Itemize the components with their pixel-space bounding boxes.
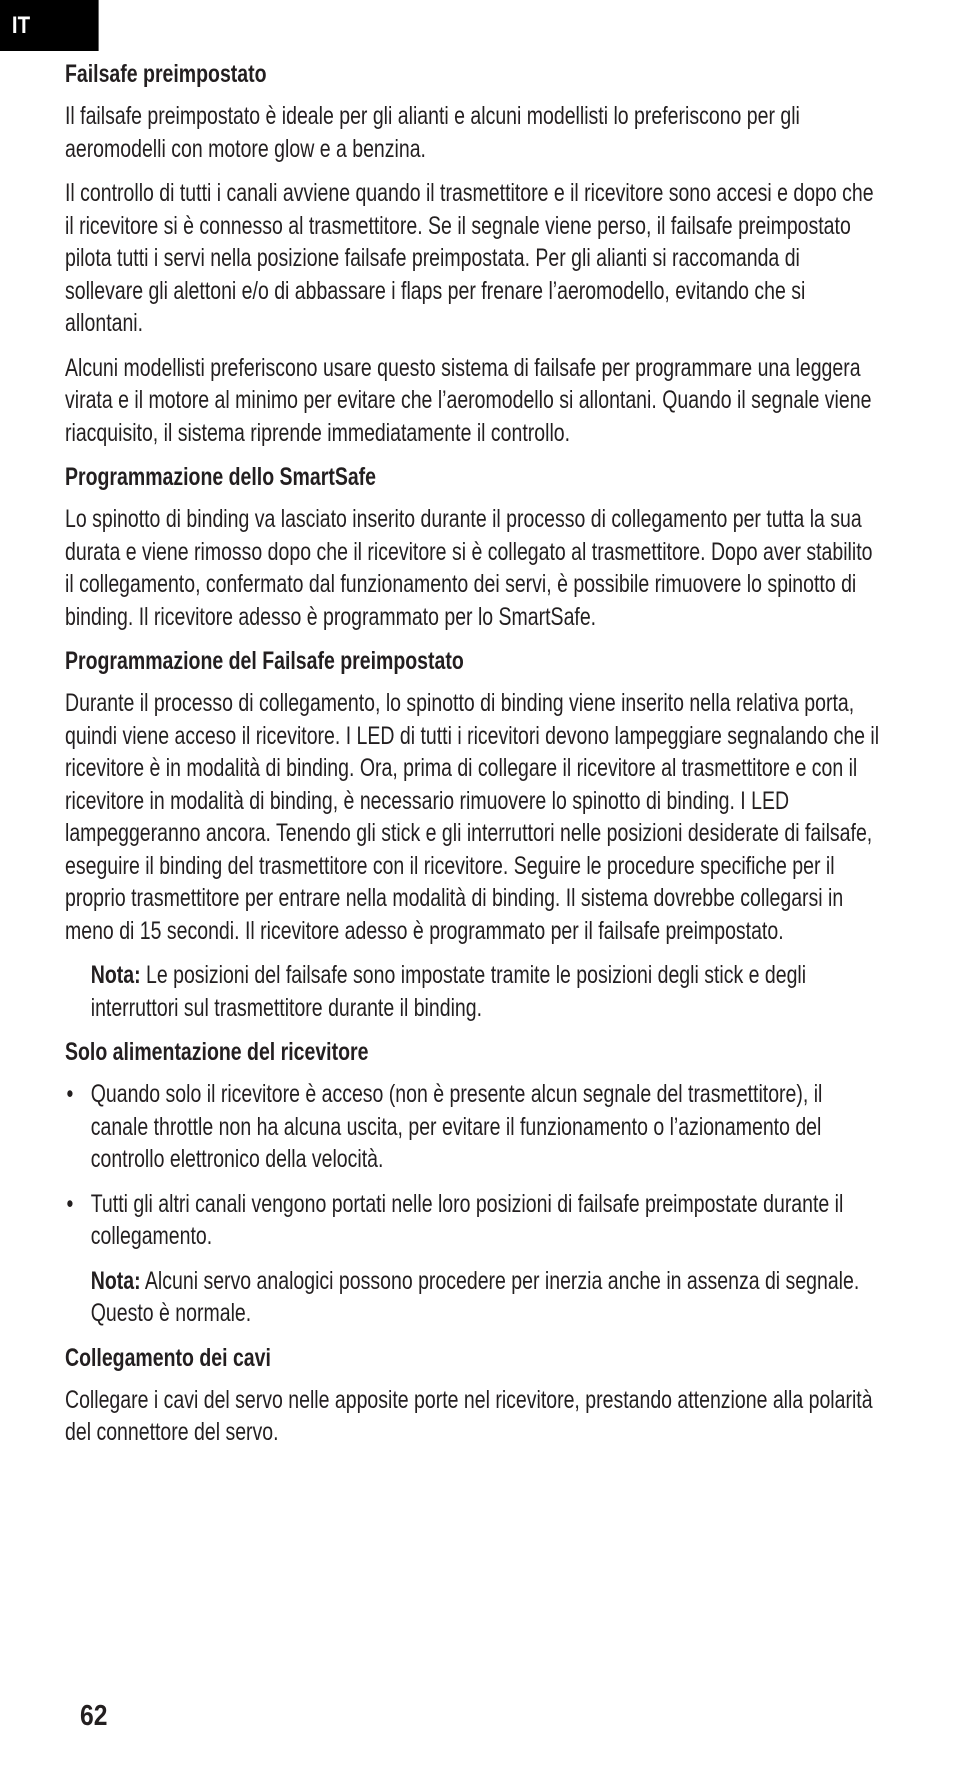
bullet-list (65, 1078, 879, 1253)
paragraph: Lo spinotto di binding va lasciato inserito durante il processo di collegamento per tutta la sua durata e viene rimosso dopo che il ricevitore si è collegato al trasmettitore. Dopo aver stabilito il collegamento, confermato dal funzionamento dei servi, è possibile rimuovere lo spinotto di binding. Il ricevitore adesso è programmato per lo SmartSafe. (65, 505, 873, 631)
note-label: Nota: (90, 961, 141, 989)
paragraph: Durante il processo di collegamento, lo spinotto di binding viene inserito nella relativa porta, quindi viene acceso il ricevitore. I LED di tutti i ricevitori devono lampeggiare segnalando che il ricevitore è in modalità di binding. Ora, prima di collegare il ricevitore al trasmettitore e con il ricevitore in modalità di binding, è necessario rimuovere lo spinotto di binding. I LED lampeggeranno ancora. Tenendo gli stick e gli interruttori nelle posizioni desiderate di failsafe, eseguire il binding del trasmettitore con il ricevitore. Seguire le procedure specifiche per il proprio trasmettitore per entrare nella modalità di binding. Il sistema dovrebbe collegarsi in meno di 15 secondi. Il ricevitore adesso è programmato per il failsafe preimpostato. (65, 689, 880, 945)
section-heading: Programmazione del Failsafe preimpostato (65, 647, 464, 675)
paragraph: Il failsafe preimpostato è ideale per gli alianti e alcuni modellisti lo preferiscono per gli aeromodelli con motore glow e a benzina. (65, 102, 800, 163)
note-text: Alcuni servo analogici possono procedere per inerzia anche in assenza di segnale. Questo è normale. (90, 1266, 860, 1327)
note (91, 959, 880, 1024)
section-heading: Programmazione dello SmartSafe (65, 463, 377, 491)
page-number: 62 (80, 1700, 108, 1732)
paragraph: Alcuni modellisti preferiscono usare questo sistema di failsafe per programmare una leggera virata e il motore al minimo per evitare che l’aeromodello si allontani. Quando il segnale viene riacquisito, il sistema riprende immediatamente il controllo. (65, 353, 872, 447)
paragraph: Collegare i cavi del servo nelle apposite porte nel ricevitore, prestando attenzione alla polarità del connettore del servo. (65, 1385, 873, 1446)
section-failsafe-preimpostato (65, 58, 879, 449)
section-programmazione-failsafe (65, 645, 879, 1024)
list-item (65, 1078, 879, 1176)
paragraph: Il controllo di tutti i canali avviene quando il trasmettitore e il ricevitore sono accesi e dopo che il ricevitore si è connesso al trasmettitore. Se il segnale viene perso, il failsafe preimpostato pilota tutti i servi nella posizione failsafe preimpostata. Per gli alianti si raccomanda di sollevare gli alettoni e/o di abbassare i flaps per frenare l’aeromodello, evitando che si allontani. (65, 179, 874, 337)
section-heading: Collegamento dei cavi (65, 1343, 271, 1372)
section-collegamento-cavi (65, 1342, 879, 1449)
list-item-text: Quando solo il ricevitore è acceso (non è presente alcun segnale del trasmettitore), il canale throttle non ha alcuna uscita, per evitare il funzionamento o l’azionamento del controllo elettronico della velocità. (90, 1080, 823, 1173)
bullet-icon: • (66, 1189, 74, 1218)
section-heading: Solo alimentazione del ricevitore (65, 1038, 369, 1066)
page-content (65, 58, 879, 1461)
list-item (65, 1188, 879, 1253)
section-solo-alimentazione (65, 1036, 879, 1330)
note-label: Nota: (90, 1266, 141, 1295)
note-text: Le posizioni del failsafe sono impostate tramite le posizioni degli stick e degli interruttori sul trasmettitore durante il binding. (90, 961, 807, 1022)
section-heading: Failsafe preimpostato (65, 60, 267, 88)
bullet-icon: • (66, 1080, 74, 1108)
language-tab: IT (0, 0, 99, 51)
section-programmazione-smartsafe (65, 461, 879, 633)
list-item-text: Tutti gli altri canali vengono portati nelle loro posizioni di failsafe preimpostate durante il collegamento. (90, 1189, 844, 1250)
note (91, 1265, 880, 1330)
